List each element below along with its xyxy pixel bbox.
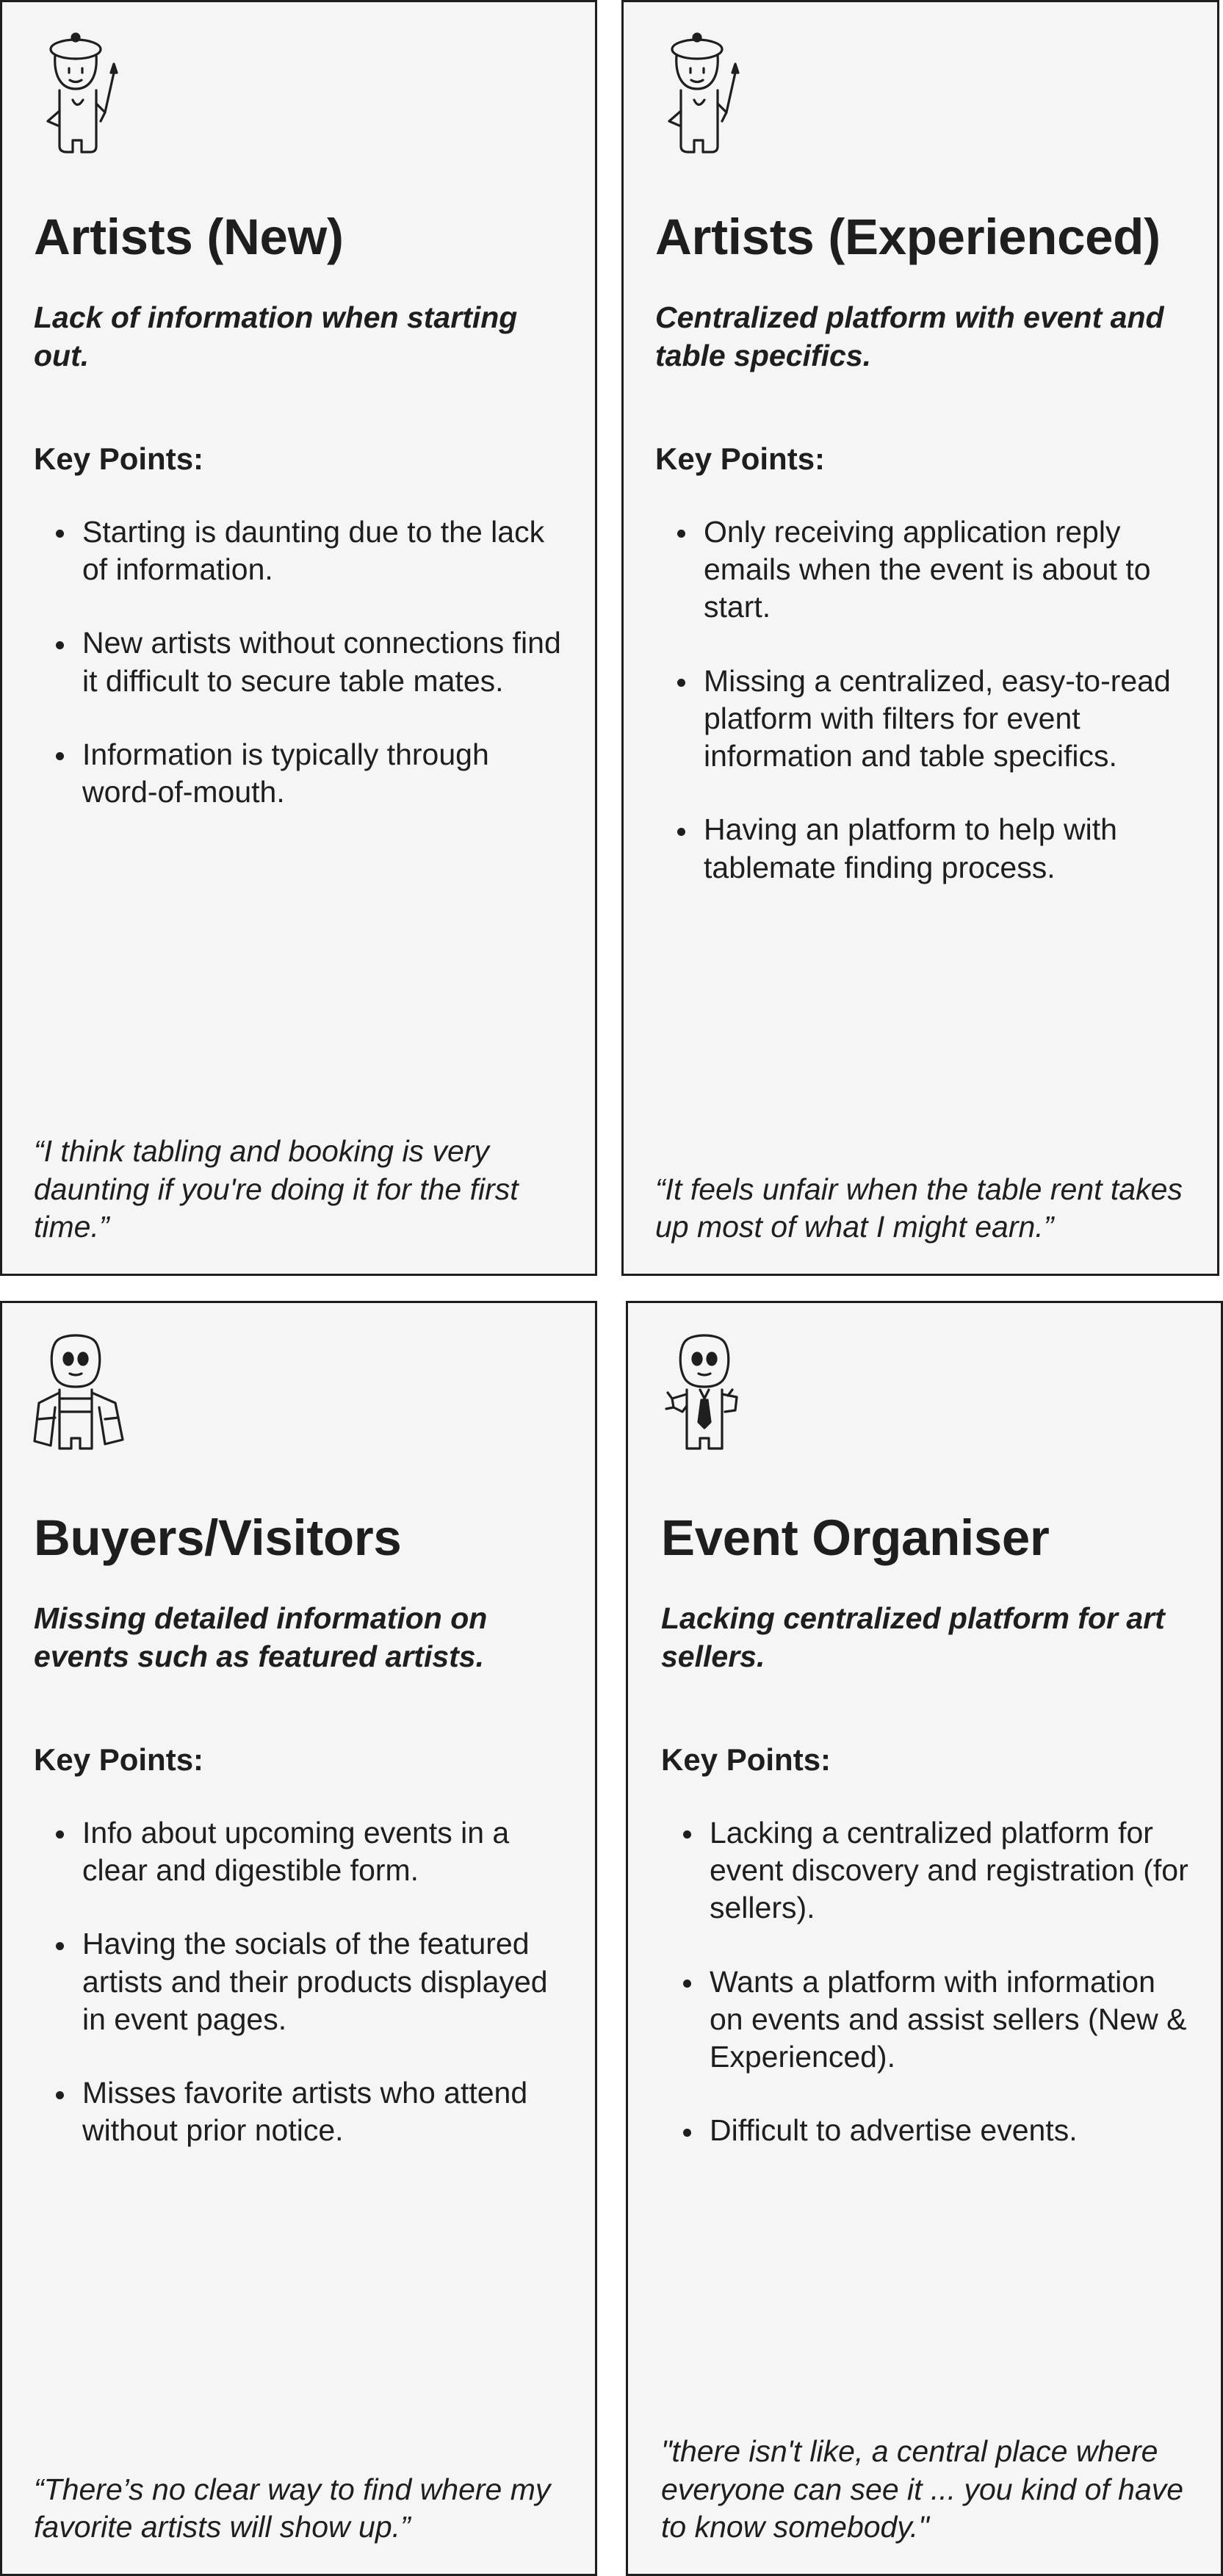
key-point: Missing a centralized, easy-to-read platform with filters for event information and table specifics. (704, 663, 1191, 776)
persona-title: Artists (New) (34, 209, 344, 265)
key-point: Having an platform to help with tablemate finding process. (704, 811, 1191, 887)
key-points-heading: Key Points: (661, 1742, 831, 1778)
key-point: New artists without connections find it difficult to secure table mates. (82, 624, 569, 700)
key-points-heading: Key Points: (34, 1742, 204, 1778)
persona-summary: Missing detailed information on events such as featured artists. (34, 1601, 488, 1674)
key-points-list (34, 1814, 569, 2150)
key-point: Wants a platform with information on events and assist sellers (New & Experienced). (710, 1963, 1194, 2077)
key-point: Starting is daunting due to the lack of information. (82, 513, 569, 589)
persona-summary: Centralized platform with event and table specifics. (655, 300, 1164, 373)
persona-quote: “It feels unfair when the table rent takes up most of what I might earn.” (655, 1172, 1183, 1244)
persona-title: Buyers/Visitors (34, 1509, 402, 1566)
key-point: Info about upcoming events in a clear and digestible form. (82, 1814, 569, 1890)
key-point: Having the socials of the featured artists and their products displayed in event pages. (82, 1925, 569, 2038)
persona-card-buyers-visitors (0, 1301, 597, 2576)
artist-beret-icon (650, 30, 765, 162)
key-points-list (34, 513, 569, 812)
key-point: Lacking a centralized platform for event discovery and registration (for sellers). (710, 1814, 1194, 1927)
key-points-heading: Key Points: (655, 441, 826, 477)
key-point: Information is typically through word-of-mouth. (82, 736, 569, 812)
persona-title: Event Organiser (661, 1509, 1050, 1566)
visitor-shopping-bags-icon (29, 1331, 143, 1463)
persona-summary: Lack of information when starting out. (34, 300, 518, 373)
organiser-tie-icon (657, 1331, 772, 1463)
key-points-list (661, 1814, 1194, 2150)
key-points-heading: Key Points: (34, 441, 204, 477)
persona-quote: “There’s no clear way to find where my favorite artists will show up.” (34, 2472, 551, 2544)
persona-quote: “I think tabling and booking is very daunting if you're doing it for the first time.” (34, 1134, 519, 1244)
persona-quote: "there isn't like, a central place where everyone can see it ... you kind of have to know somebody." (661, 2434, 1184, 2544)
key-point: Difficult to advertise events. (710, 2112, 1194, 2149)
persona-summary: Lacking centralized platform for art sellers. (661, 1601, 1165, 1674)
key-points-list (655, 513, 1191, 887)
persona-card-artists-new (0, 0, 597, 1276)
persona-card-artists-experienced (621, 0, 1219, 1276)
persona-card-event-organiser (626, 1301, 1223, 2576)
persona-title: Artists (Experienced) (655, 209, 1161, 265)
artist-beret-icon (29, 30, 143, 162)
key-point: Misses favorite artists who attend without prior notice. (82, 2074, 569, 2150)
key-point: Only receiving application reply emails when the event is about to start. (704, 513, 1191, 627)
